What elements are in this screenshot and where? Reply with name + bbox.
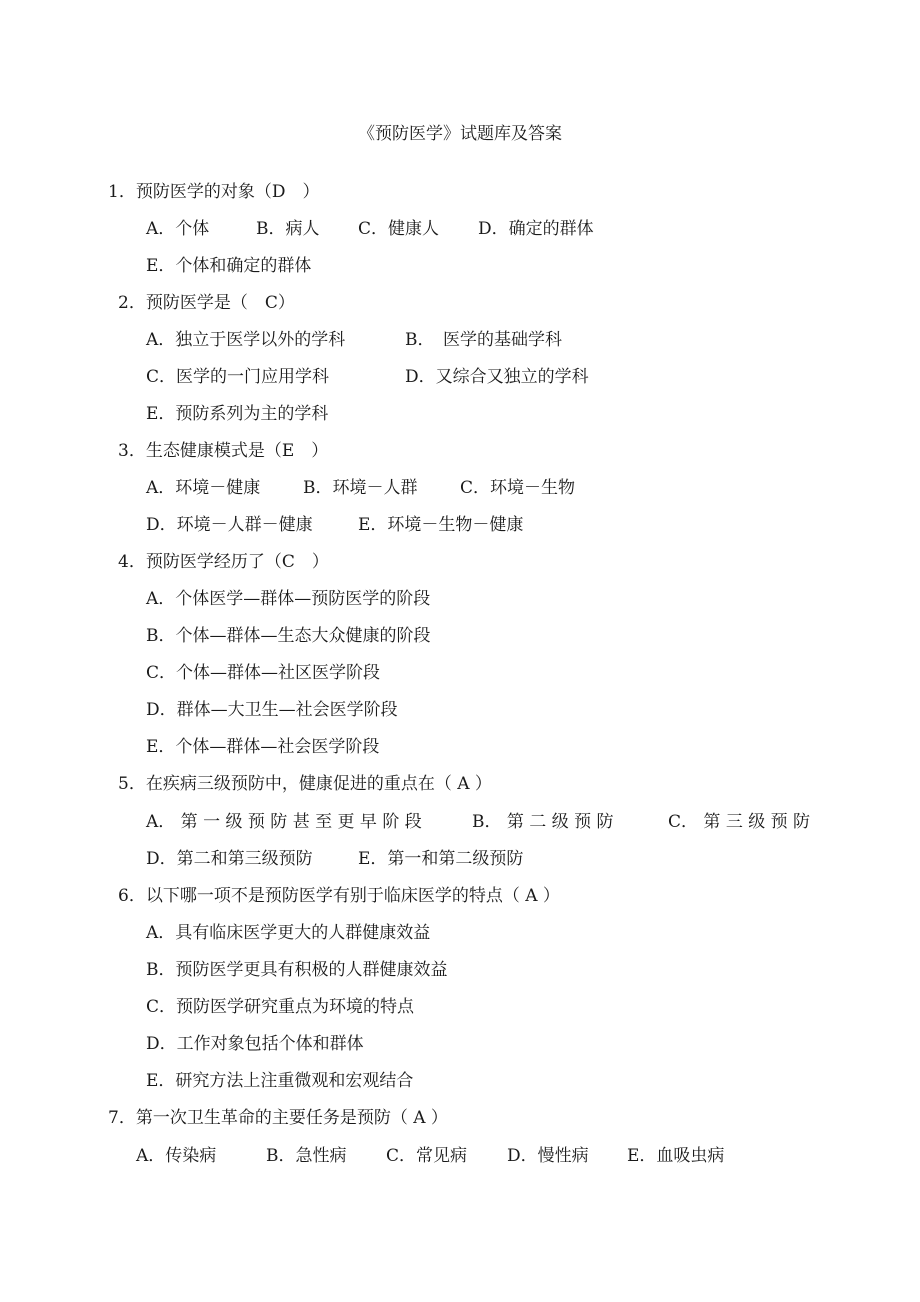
option-e: E．个体—群体—社会医学阶段: [146, 737, 380, 757]
document-title: 《预防医学》试题库及答案: [358, 124, 562, 144]
option-a: A． 第 一 级 预 防 甚 至 更 早 阶 段: [146, 812, 422, 832]
option-b: B． 医学的基础学科: [405, 330, 562, 350]
question-stem: 5．在疾病三级预防中，健康促进的重点在（ A ）: [118, 774, 492, 794]
option-d: D．确定的群体: [478, 219, 594, 239]
option-d: D．第二和第三级预防: [146, 849, 313, 869]
question-stem: 4．预防医学经历了（C ）: [118, 552, 329, 572]
option-c: C．健康人: [358, 219, 440, 239]
option-b: B．环境－人群: [303, 478, 418, 498]
option-e: E．环境－生物－健康: [358, 515, 524, 535]
question-stem: 6．以下哪一项不是预防医学有别于临床医学的特点（ A ）: [118, 886, 560, 906]
option-e: E．个体和确定的群体: [146, 256, 312, 276]
option-b: B．个体—群体—生态大众健康的阶段: [146, 626, 431, 646]
option-e: E．血吸虫病: [627, 1146, 725, 1166]
question-stem: 2．预防医学是（ C）: [118, 293, 295, 313]
option-a: A．具有临床医学更大的人群健康效益: [146, 923, 431, 943]
option-e: E．研究方法上注重微观和宏观结合: [146, 1071, 414, 1091]
option-c: C．预防医学研究重点为环境的特点: [146, 997, 415, 1017]
option-d: D．工作对象包括个体和群体: [146, 1034, 364, 1054]
option-b: B． 第 二 级 预 防: [472, 812, 614, 832]
option-d: D．环境－人群－健康: [146, 515, 313, 535]
option-c: C．常见病: [386, 1146, 468, 1166]
question-stem: 3．生态健康模式是（E ）: [118, 441, 329, 461]
question-stem: 1．预防医学的对象（D ）: [108, 182, 320, 202]
option-c: C．医学的一门应用学科: [146, 367, 330, 387]
option-a: A．个体医学—群体—预防医学的阶段: [146, 589, 431, 609]
option-c: C．环境－生物: [460, 478, 576, 498]
option-a: A．环境－健康: [146, 478, 261, 498]
option-b: B．预防医学更具有积极的人群健康效益: [146, 960, 448, 980]
option-c: C． 第 三 级 预 防: [668, 812, 811, 832]
option-e: E．预防系列为主的学科: [146, 404, 329, 424]
option-a: A．传染病: [136, 1146, 217, 1166]
option-d: D．慢性病: [507, 1146, 589, 1166]
option-d: D．又综合又独立的学科: [405, 367, 589, 387]
option-a: A．独立于医学以外的学科: [146, 330, 346, 350]
option-a: A．个体: [146, 219, 210, 239]
option-c: C．个体—群体—社区医学阶段: [146, 663, 381, 683]
option-b: B．病人: [256, 219, 320, 239]
option-e: E．第一和第二级预防: [358, 849, 524, 869]
option-d: D．群体—大卫生—社会医学阶段: [146, 700, 398, 720]
option-b: B．急性病: [266, 1146, 347, 1166]
question-stem: 7．第一次卫生革命的主要任务是预防（ A ）: [108, 1108, 448, 1128]
